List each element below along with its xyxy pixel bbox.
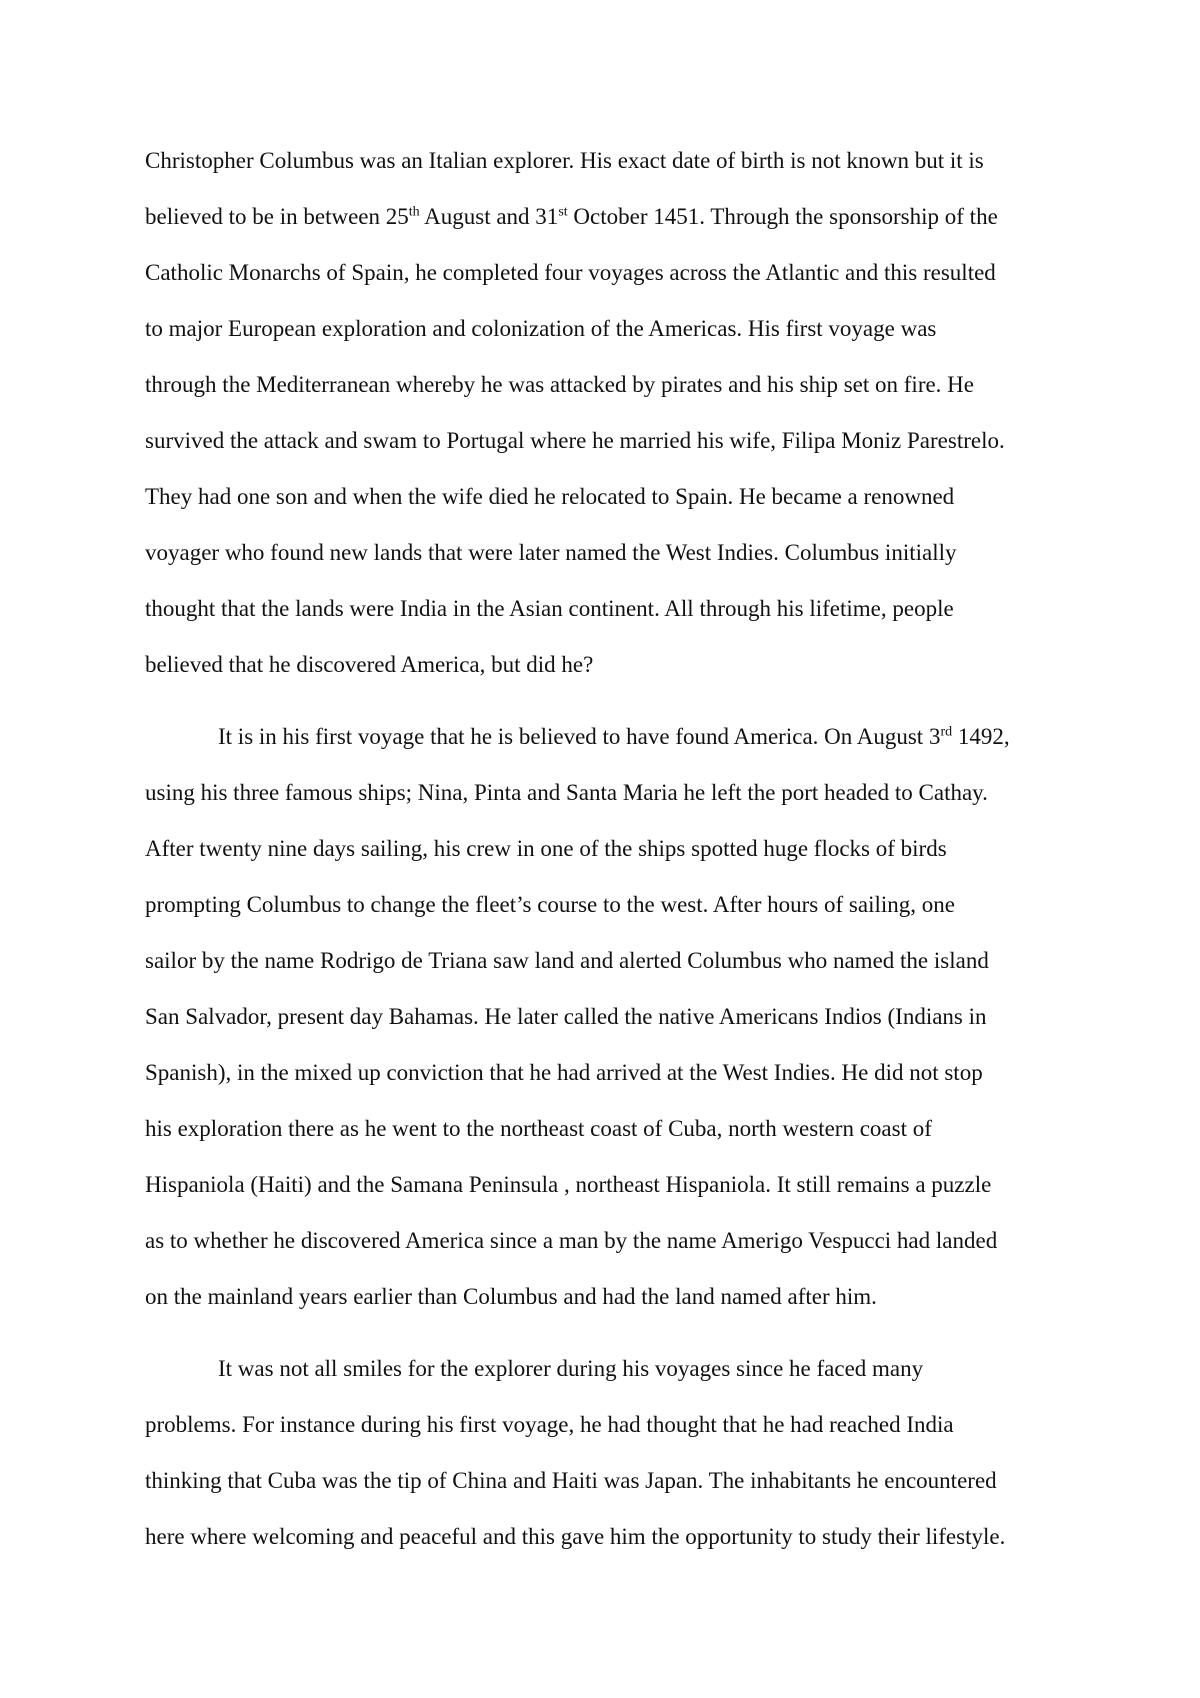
text-line: Catholic Monarchs of Spain, he completed four voyages across the Atlantic and this resulted [145,260,996,285]
text-line: voyager who found new lands that were later named the West Indies. Columbus initially [145,540,957,565]
text-line: prompting Columbus to change the fleet’s course to the west. After hours of sailing, one [145,892,955,917]
text-line [145,202,998,232]
text-line: thought that the lands were India in the Asian continent. All through his lifetime, people [145,596,954,621]
text-run: August and 31 [419,204,559,229]
text-line: problems. For instance during his first voyage, he had thought that he had reached India [145,1412,954,1437]
text-line: They had one son and when the wife died he relocated to Spain. He became a renowned [145,484,955,509]
text-line: sailor by the name Rodrigo de Triana saw land and alerted Columbus who named the island [145,948,989,973]
text-line [218,722,1010,752]
superscript: st [558,204,568,220]
text-line: survived the attack and swam to Portugal where he married his wife, Filipa Moniz Parestrelo. [145,428,1005,453]
text-line: Christopher Columbus was an Italian explorer. His exact date of birth is not known but it is [145,148,984,173]
text-line: Hispaniola (Haiti) and the Samana Peninsula , northeast Hispaniola. It still remains a puzzle [145,1172,992,1197]
text-line: It was not all smiles for the explorer during his voyages since he faced many [218,1356,924,1381]
text-line: using his three famous ships; Nina, Pinta and Santa Maria he left the port headed to Cathay. [145,780,988,805]
text-line: After twenty nine days sailing, his crew in one of the ships spotted huge flocks of birds [145,836,947,861]
text-line: to major European exploration and colonization of the Americas. His first voyage was [145,316,937,341]
text-run: 1492, [952,724,1010,749]
text-run: believed to be in between 25 [145,204,409,229]
text-line: here where welcoming and peaceful and this gave him the opportunity to study their lifestyle. [145,1524,1006,1549]
superscript: th [408,204,420,220]
text-line: as to whether he discovered America since a man by the name Amerigo Vespucci had landed [145,1228,998,1253]
text-line: believed that he discovered America, but did he? [145,652,594,677]
text-line: Spanish), in the mixed up conviction that he had arrived at the West Indies. He did not stop [145,1060,983,1085]
text-line: San Salvador, present day Bahamas. He later called the native Americans Indios (Indians in [145,1004,987,1029]
superscript: rd [940,724,953,740]
text-run: October 1451. Through the sponsorship of the [567,204,998,229]
text-run: It is in his first voyage that he is believed to have found America. On August 3 [218,724,941,749]
text-line: his exploration there as he went to the northeast coast of Cuba, north western coast of [145,1116,932,1141]
text-line: thinking that Cuba was the tip of China and Haiti was Japan. The inhabitants he encountered [145,1468,997,1493]
text-line: through the Mediterranean whereby he was attacked by pirates and his ship set on fire. He [145,372,974,397]
text-line: on the mainland years earlier than Columbus and had the land named after him. [145,1284,877,1309]
